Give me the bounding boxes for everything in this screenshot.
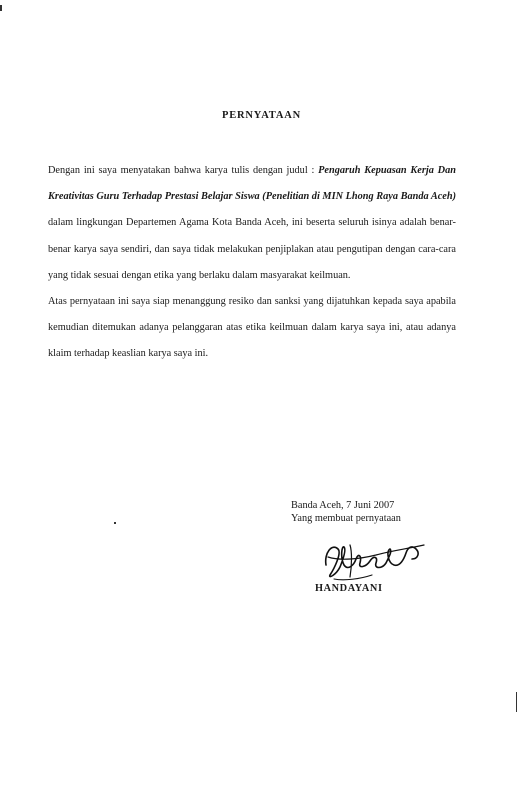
scan-speck [0, 5, 2, 11]
statement-body [48, 158, 456, 368]
statement-paragraph-2: Atas pernyataan ini saya siap menanggung resiko dan sanksi yang dijatuhkan kepada saya apabila kemudian ditemukan adanya pelanggaran atas etika keilmuan dalam karya saya ini, atau adanya klaim terhadap keaslian karya saya ini. [48, 296, 456, 360]
scan-speck [114, 522, 116, 524]
place-date: Banda Aceh, 7 Juni 2007 [291, 500, 395, 511]
paragraph-1-rest: dalam lingkungan Departemen Agama Kota Banda Aceh, ini beserta seluruh isinya adalah benar-benar karya saya sendiri, dan saya tidak melakukan penjiplakan atau pengutipan dengan cara-cara yang tidak sesuai dengan etika yang berlaku dalam masyarakat keilmuan. [48, 217, 456, 281]
statement-paragraph-1 [48, 158, 456, 289]
signer-name: HANDAYANI [315, 583, 383, 594]
handwritten-signature [320, 535, 430, 587]
signer-label: Yang membuat pernyataan [291, 513, 401, 524]
document-title: PERNYATAAN [222, 110, 301, 121]
thesis-title: Pengaruh Kepuasan Kerja Dan Kreativitas Guru Terhadap Prestasi Belajar Siswa (Penelitian di MIN Lhong Raya Banda Aceh) [48, 165, 456, 203]
paragraph-1-lead: Dengan ini saya menyatakan bahwa karya tulis dengan judul : [48, 165, 319, 176]
signature-block [291, 499, 401, 525]
scan-speck [516, 692, 517, 712]
